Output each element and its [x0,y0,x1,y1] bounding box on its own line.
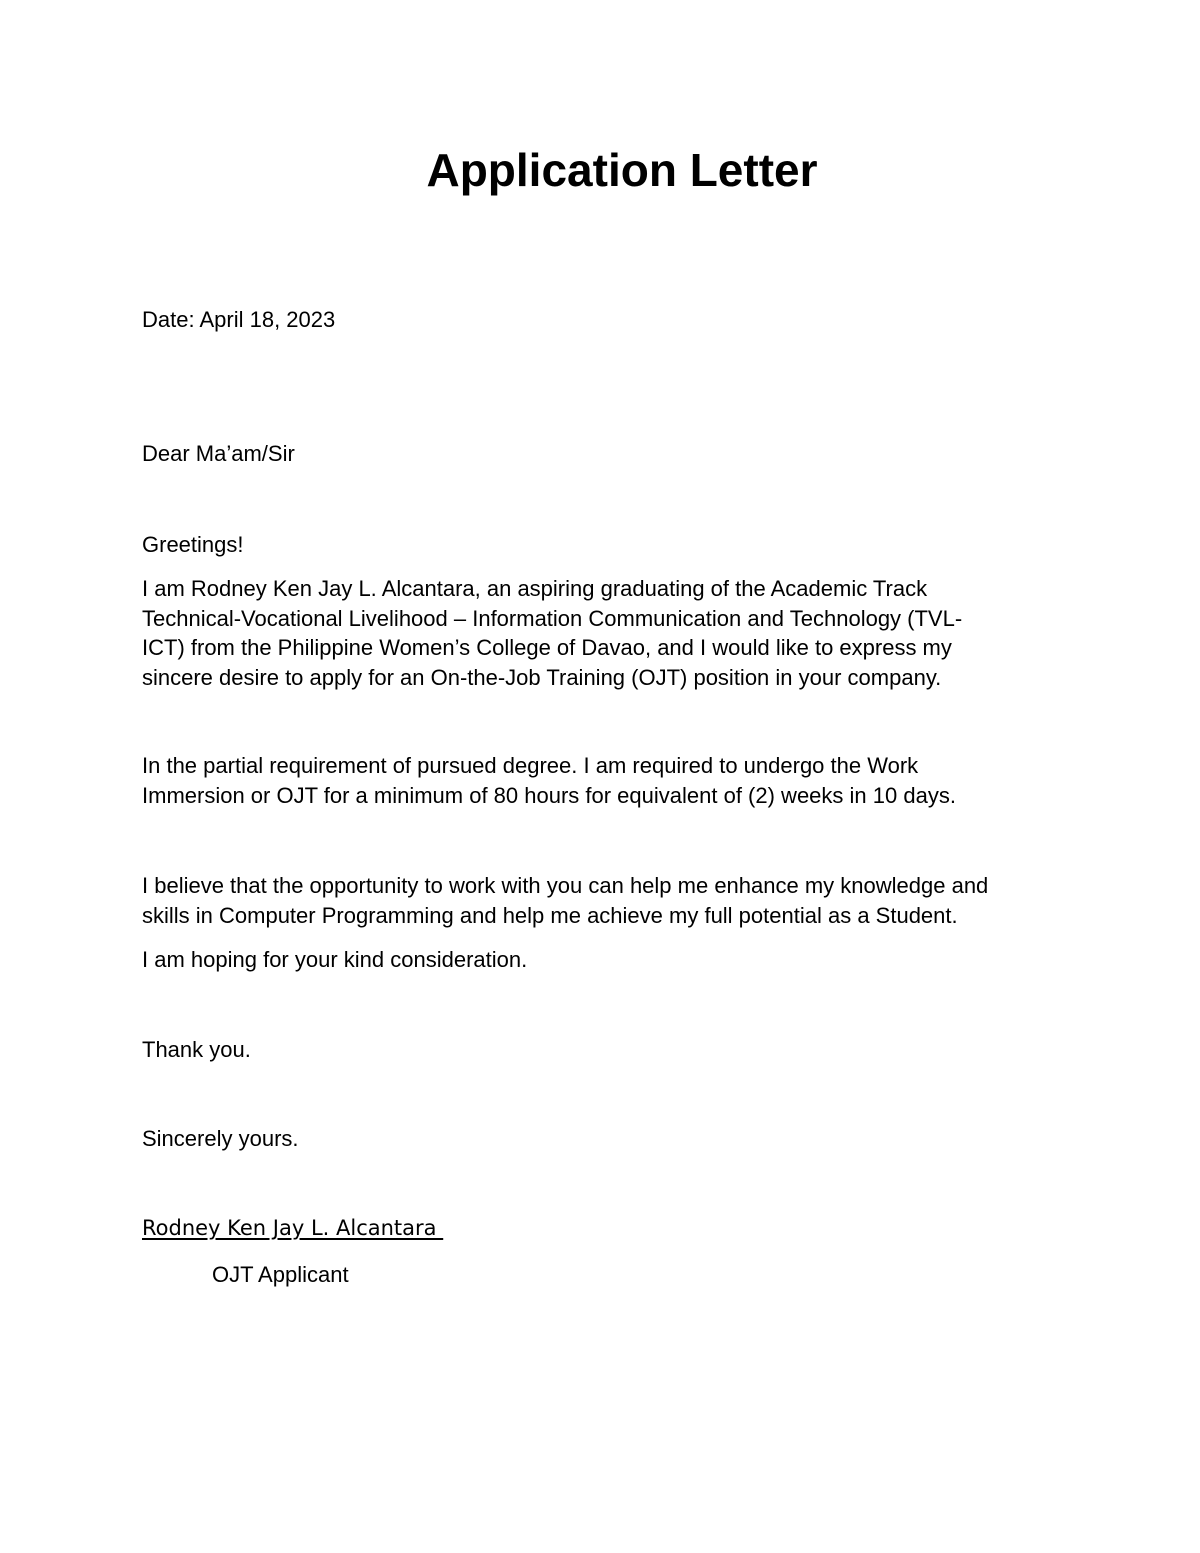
paragraph-line: Immersion or OJT for a minimum of 80 hours for equivalent of (2) weeks in 10 days. [142,782,956,808]
paragraph-hope: I am hoping for your kind consideration. [142,947,528,972]
paragraph-line: ICT) from the Philippine Women’s College of Davao, and I would like to express my [142,635,952,660]
paragraph-line: I believe that the opportunity to work with you can help me enhance my knowledge and [142,873,989,898]
paragraph-line: skills in Computer Programming and help me achieve my full potential as a Student. [142,902,958,928]
date-line: Date: April 18, 2023 [142,307,336,332]
greeting: Greetings! [142,532,244,557]
paragraph-line: sincere desire to apply for an On-the-Job Training (OJT) position in your company. [142,664,942,690]
paragraph-line: I am Rodney Ken Jay L. Alcantara, an aspiring graduating of the Academic Track [142,576,928,601]
paragraph-line: Technical-Vocational Livelihood – Information Communication and Technology (TVL- [142,605,963,631]
page-title: Application Letter [426,144,818,196]
signature-role: OJT Applicant [212,1262,349,1287]
paragraph-line: In the partial requirement of pursued degree. I am required to undergo the Work [142,753,919,778]
salutation: Dear Ma’am/Sir [142,441,295,466]
thanks-line: Thank you. [142,1037,251,1062]
closing-line: Sincerely yours. [142,1126,299,1151]
signature-name: Rodney Ken Jay L. Alcantara [142,1216,444,1240]
